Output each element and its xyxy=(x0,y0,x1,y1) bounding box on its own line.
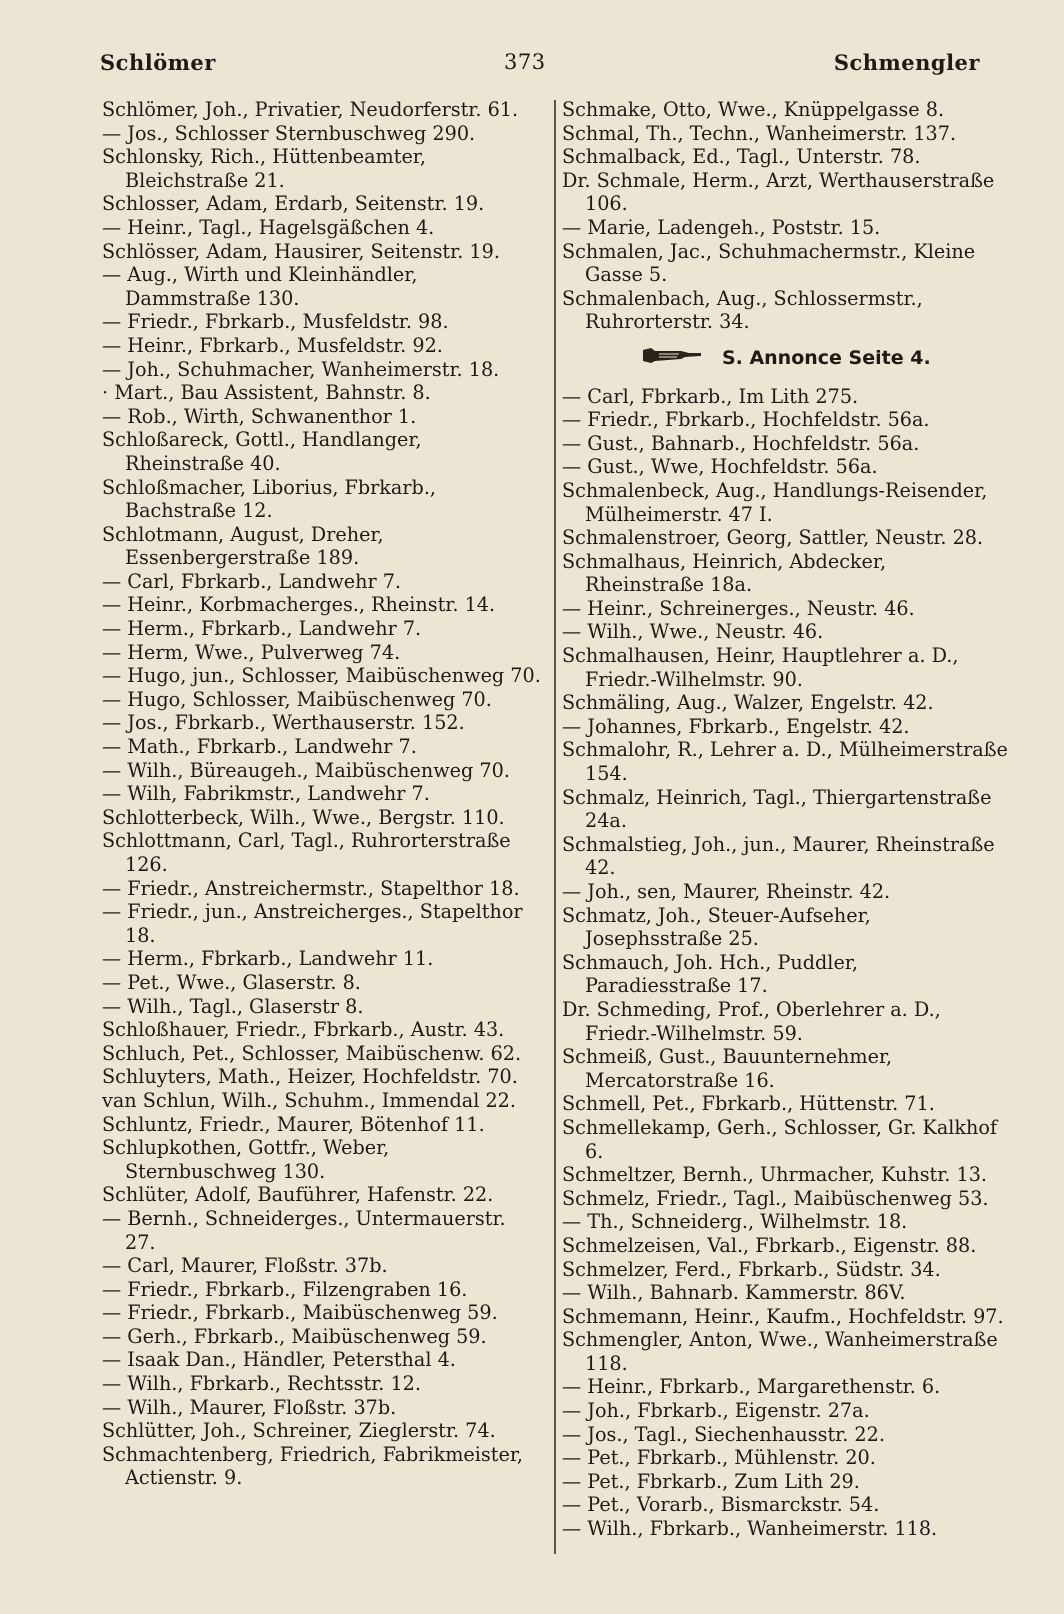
directory-entry: — Jos., Tagl., Siechenhausstr. 22. xyxy=(562,1422,885,1446)
directory-entry: Schmal, Th., Techn., Wanheimerstr. 137. xyxy=(562,121,957,145)
directory-entry: Schmake, Otto, Wwe., Knüppelgasse 8. xyxy=(562,98,945,121)
directory-entry: — Heinr., Korbmacherges., Rheinstr. 14. xyxy=(102,593,496,617)
directory-entry: — Rob., Wirth, Schwanenthor 1. xyxy=(102,404,417,428)
directory-entry: Schmellekamp, Gerh., Schlosser, Gr. Kalkhof 6. xyxy=(562,1115,998,1163)
directory-entry: — Herm, Wwe., Pulverweg 74. xyxy=(102,640,401,664)
directory-entry: — Gust., Wwe, Hochfeldstr. 56a. xyxy=(562,455,878,479)
directory-entry: — Th., Schneiderg., Wilhelmstr. 18. xyxy=(562,1210,908,1234)
left-column xyxy=(102,98,542,1490)
directory-entry: — Wilh., Fbrkarb., Wanheimerstr. 118. xyxy=(562,1517,938,1541)
directory-entry: Schmalback, Ed., Tagl., Unterstr. 78. xyxy=(562,145,921,169)
directory-entry: Schmäling, Aug., Walzer, Engelstr. 42. xyxy=(562,691,934,715)
directory-entry: Schmelzeisen, Val., Fbrkarb., Eigenstr. 88. xyxy=(562,1233,977,1257)
directory-entry: Schmalenstroer, Georg, Sattler, Neustr. 28. xyxy=(562,526,984,550)
directory-entry: — Carl, Maurer, Floßstr. 37b. xyxy=(102,1254,388,1278)
directory-entry: — Math., Fbrkarb., Landwehr 7. xyxy=(102,735,417,759)
directory-entry: Schlütter, Joh., Schreiner, Zieglerstr. 74. xyxy=(102,1419,496,1443)
directory-entry: Schmeltzer, Bernh., Uhrmacher, Kuhstr. 13. xyxy=(562,1163,988,1187)
directory-entry: — Friedr., Fbrkarb., Hochfeldstr. 56a. xyxy=(562,408,930,432)
directory-entry: Schlupkothen, Gottfr., Weber, Sternbuschweg 130. xyxy=(102,1136,390,1183)
directory-entry: — Wilh, Fabrikmstr., Landwehr 7. xyxy=(102,782,430,806)
directory-entry: — Pet., Vorarb., Bismarckstr. 54. xyxy=(562,1493,880,1517)
directory-entry: Schmalhausen, Heinr, Hauptlehrer a. D., Friedr.-Wilhelmstr. 90. xyxy=(562,644,959,691)
directory-entry: Schmell, Pet., Fbrkarb., Hüttenstr. 71. xyxy=(562,1092,935,1116)
directory-entry: — Friedr., Fbrkarb., Musfeldstr. 98. xyxy=(102,310,449,334)
annonce-notice-text: S. Annonce Seite 4. xyxy=(721,346,931,369)
directory-entry: Schlonsky, Rich., Hüttenbeamter, Bleichstraße 21. xyxy=(102,145,426,192)
directory-entry: Schlotterbeck, Wilh., Wwe., Bergstr. 110. xyxy=(102,805,505,829)
right-column-top xyxy=(562,98,1010,334)
directory-entry: — Pet., Wwe., Glaserstr. 8. xyxy=(102,970,361,994)
directory-entry: — Heinr., Fbrkarb., Margarethenstr. 6. xyxy=(562,1375,941,1399)
header-right-name: Schmengler xyxy=(833,49,980,75)
directory-entry: Schmatz, Joh., Steuer-Aufseher, Josephsstraße 25. xyxy=(562,903,871,951)
directory-entry: Schloßhauer, Friedr., Fbrkarb., Austr. 43. xyxy=(102,1018,505,1042)
directory-entry: Schmeiß, Gust., Bauunternehmer, Mercatorstraße 16. xyxy=(562,1045,893,1092)
column-divider xyxy=(554,100,556,1554)
directory-entry: Schlömer, Joh., Privatier, Neudorferstr. 61. xyxy=(102,98,519,121)
directory-entry: — Friedr., jun., Anstreicherges., Stapelthor 18. xyxy=(102,900,523,947)
directory-entry: — Friedr., Fbrkarb., Maibüschenweg 59. xyxy=(102,1301,498,1325)
directory-entry: Schmengler, Anton, Wwe., Wanheimerstraße 118. xyxy=(562,1328,998,1375)
directory-entry: — Jos., Fbrkarb., Werthauserstr. 152. xyxy=(102,711,465,735)
directory-entry: — Joh., sen, Maurer, Rheinstr. 42. xyxy=(562,880,891,903)
page-header xyxy=(100,44,980,80)
directory-entry: Schlösser, Adam, Hausirer, Seitenstr. 19. xyxy=(102,239,500,263)
directory-entry: Schmemann, Heinr., Kaufm., Hochfeldstr. 97. xyxy=(562,1304,1004,1328)
directory-entry: — Carl, Fbrkarb., Landwehr 7. xyxy=(102,569,402,593)
pointing-hand-icon xyxy=(641,344,703,373)
directory-entry: — Pet., Fbrkarb., Zum Lith 29. xyxy=(562,1469,860,1493)
directory-entry: Schmelzer, Ferd., Fbrkarb., Südstr. 34. xyxy=(562,1257,941,1281)
directory-entry: Schluntz, Friedr., Maurer, Bötenhof 11. xyxy=(102,1112,485,1136)
directory-entry: Schmalohr, R., Lehrer a. D., Mülheimerstraße 154. xyxy=(562,738,1008,786)
directory-entry: Schmelz, Friedr., Tagl., Maibüschenweg 53. xyxy=(562,1186,989,1210)
directory-entry: Schmalz, Heinrich, Tagl., Thiergartenstraße 24a. xyxy=(562,785,992,833)
directory-entry: — Carl, Fbrkarb., Im Lith 275. xyxy=(562,384,859,408)
directory-entry: Schlosser, Adam, Erdarb, Seitenstr. 19. xyxy=(102,192,485,216)
directory-entry: Schmalen, Jac., Schuhmachermstr., Kleine Gasse 5. xyxy=(562,239,976,287)
right-column-bottom xyxy=(562,385,1010,1541)
directory-entry: — Jos., Schlosser Sternbuschweg 290. xyxy=(102,121,476,145)
page-number: 373 xyxy=(504,50,546,74)
header-left-name: Schlömer xyxy=(100,49,216,75)
directory-entry: — Hugo, jun., Schlosser, Maibüschenweg 70. xyxy=(102,664,541,688)
directory-entry: Schmauch, Joh. Hch., Puddler, Paradiesstraße 17. xyxy=(562,950,858,998)
annonce-notice xyxy=(562,344,1010,373)
directory-entry: — Joh., Fbrkarb., Eigenstr. 27a. xyxy=(562,1399,870,1423)
directory-entry: Schlüter, Adolf, Bauführer, Hafenstr. 22. xyxy=(102,1183,494,1207)
directory-entry: — Herm., Fbrkarb., Landwehr 7. xyxy=(102,617,422,641)
directory-entry: Schlottmann, Carl, Tagl., Ruhrorterstraße 126. xyxy=(102,829,511,876)
directory-entry: — Herm., Fbrkarb., Landwehr 11. xyxy=(102,947,434,971)
directory-entry: — Wilh., Büreaugeh., Maibüschenweg 70. xyxy=(102,758,510,782)
directory-entry: — Pet., Fbrkarb., Mühlenstr. 20. xyxy=(562,1446,876,1470)
directory-entry: Schloßareck, Gottl., Handlanger, Rheinstraße 40. xyxy=(102,428,422,475)
directory-entry: Dr. Schmale, Herm., Arzt, Werthauserstraße 106. xyxy=(562,168,995,216)
directory-entry: — Heinr., Schreinerges., Neustr. 46. xyxy=(562,596,915,620)
directory-entry: Schluyters, Math., Heizer, Hochfeldstr. 70. xyxy=(102,1065,518,1089)
directory-entry: — Hugo, Schlosser, Maibüschenweg 70. xyxy=(102,687,492,711)
directory-entry: Schmalenbach, Aug., Schlossermstr., Ruhrorterstr. 34. xyxy=(562,286,923,334)
directory-entry: — Friedr., Anstreichermstr., Stapelthor 18. xyxy=(102,876,520,900)
directory-entry: Schmalstieg, Joh., jun., Maurer, Rheinstraße 42. xyxy=(562,832,995,880)
directory-entry: Dr. Schmeding, Prof., Oberlehrer a. D., Friedr.-Wilhelmstr. 59. xyxy=(562,997,941,1045)
directory-entry: Schlotmann, August, Dreher, Essenbergerstraße 189. xyxy=(102,522,384,570)
directory-entry: — Wilh., Tagl., Glaserstr 8. xyxy=(102,994,364,1018)
directory-entry: van Schlun, Wilh., Schuhm., Immendal 22. xyxy=(102,1088,516,1112)
directory-entry: — Joh., Schuhmacher, Wanheimerstr. 18. xyxy=(102,357,500,381)
directory-entry: — Gust., Bahnarb., Hochfeldstr. 56a. xyxy=(562,431,920,455)
directory-entry: — Johannes, Fbrkarb., Engelstr. 42. xyxy=(562,714,910,738)
directory-entry: Schluch, Pet., Schlosser, Maibüschenw. 62. xyxy=(102,1041,522,1065)
directory-entry: Schloßmacher, Liborius, Fbrkarb., Bachstraße 12. xyxy=(102,475,437,523)
directory-entry: — Bernh., Schneiderges., Untermauerstr. 27. xyxy=(102,1206,506,1254)
directory-entry: — Wilh., Bahnarb. Kammerstr. 86V. xyxy=(562,1281,906,1305)
directory-entry: — Heinr., Fbrkarb., Musfeldstr. 92. xyxy=(102,333,443,357)
right-column xyxy=(562,98,1010,1541)
directory-entry: · Mart., Bau Assistent, Bahnstr. 8. xyxy=(102,381,431,405)
directory-entry: — Isaak Dan., Händler, Petersthal 4. xyxy=(102,1348,456,1372)
directory-entry: — Friedr., Fbrkarb., Filzengraben 16. xyxy=(102,1277,468,1301)
directory-entry: Schmalhaus, Heinrich, Abdecker, Rheinstraße 18a. xyxy=(562,549,887,597)
directory-entry: — Gerh., Fbrkarb., Maibüschenweg 59. xyxy=(102,1324,487,1348)
directory-entry: — Wilh., Wwe., Neustr. 46. xyxy=(562,620,824,644)
directory-entry: — Wilh., Maurer, Floßstr. 37b. xyxy=(102,1395,397,1419)
directory-entry: — Marie, Ladengeh., Poststr. 15. xyxy=(562,215,881,239)
directory-entry: Schmalenbeck, Aug., Handlungs-Reisender, Mülheimerstr. 47 I. xyxy=(562,478,988,526)
directory-entry: Schmachtenberg, Friedrich, Fabrikmeister, Actienstr. 9. xyxy=(102,1442,523,1490)
directory-entry: — Wilh., Fbrkarb., Rechtsstr. 12. xyxy=(102,1372,421,1396)
directory-entry: — Heinr., Tagl., Hagelsgäßchen 4. xyxy=(102,215,435,239)
directory-entry: — Aug., Wirth und Kleinhändler, Dammstraße 130. xyxy=(102,263,418,310)
